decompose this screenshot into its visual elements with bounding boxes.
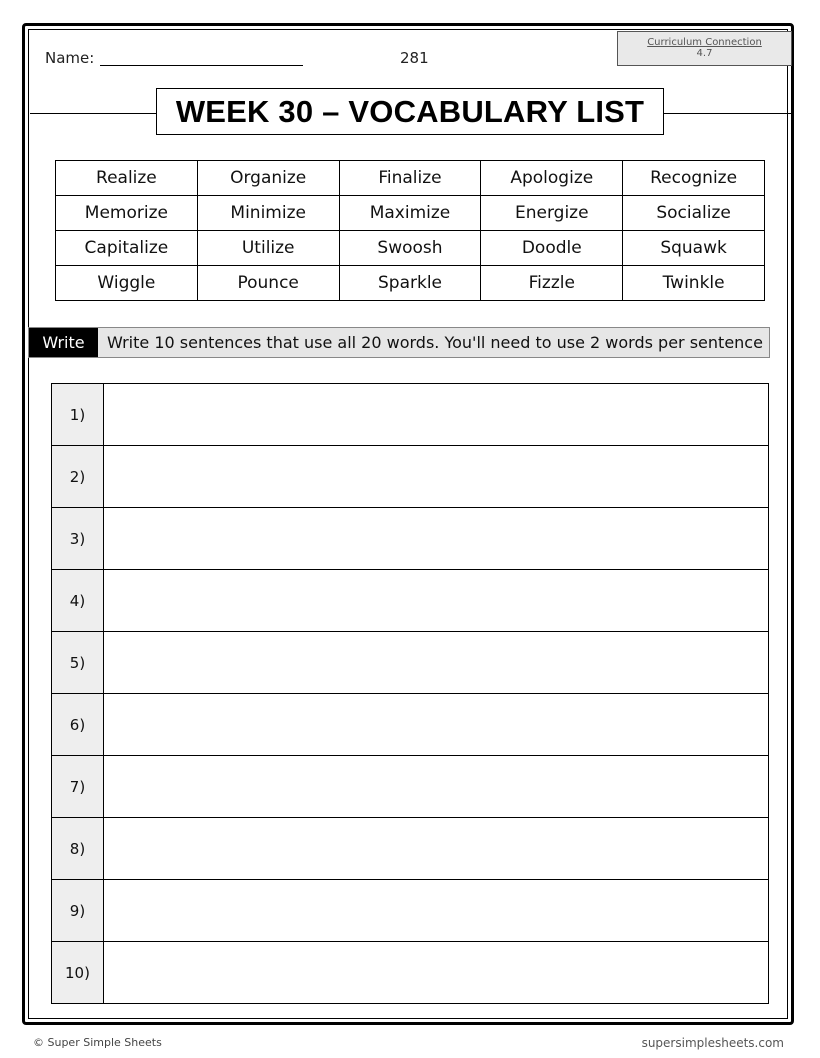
vocabulary-word: Finalize (339, 161, 481, 196)
sentence-answer-field[interactable] (104, 880, 769, 942)
sentence-number: 9) (52, 880, 104, 942)
curriculum-connection-title: Curriculum Connection (647, 37, 762, 48)
sentence-row (52, 942, 769, 1004)
sentence-answer-field[interactable] (104, 818, 769, 880)
sentence-number: 2) (52, 446, 104, 508)
vocabulary-word: Recognize (623, 161, 765, 196)
sentence-row (52, 818, 769, 880)
footer-website: supersimplesheets.com (641, 1036, 784, 1050)
vocabulary-word: Twinkle (623, 266, 765, 301)
vocabulary-row (56, 196, 765, 231)
write-label: Write (29, 328, 98, 357)
vocabulary-word: Pounce (197, 266, 339, 301)
vocabulary-word: Doodle (481, 231, 623, 266)
page-number: 281 (400, 49, 429, 67)
sentence-answer-field[interactable] (104, 446, 769, 508)
sentence-row (52, 632, 769, 694)
sentence-number: 8) (52, 818, 104, 880)
sentence-number: 1) (52, 384, 104, 446)
vocabulary-row (56, 231, 765, 266)
curriculum-connection-box (617, 31, 792, 66)
sentence-row (52, 446, 769, 508)
vocabulary-word: Wiggle (56, 266, 198, 301)
vocabulary-row (56, 266, 765, 301)
vocabulary-word: Socialize (623, 196, 765, 231)
sentence-number: 10) (52, 942, 104, 1004)
vocabulary-word: Utilize (197, 231, 339, 266)
name-field-line[interactable] (100, 65, 303, 66)
curriculum-connection-code: 4.7 (696, 48, 713, 59)
sentence-row (52, 880, 769, 942)
sentence-answer-field[interactable] (104, 508, 769, 570)
sentence-answer-field[interactable] (104, 694, 769, 756)
vocabulary-word: Memorize (56, 196, 198, 231)
sentence-answer-field[interactable] (104, 632, 769, 694)
sentence-row (52, 384, 769, 446)
vocabulary-word: Swoosh (339, 231, 481, 266)
name-label: Name: (45, 49, 95, 67)
vocabulary-word: Squawk (623, 231, 765, 266)
footer-copyright: © Super Simple Sheets (33, 1036, 162, 1049)
vocabulary-word: Capitalize (56, 231, 198, 266)
sentence-number: 4) (52, 570, 104, 632)
vocabulary-word: Minimize (197, 196, 339, 231)
vocabulary-table (55, 160, 765, 301)
sentence-answer-field[interactable] (104, 942, 769, 1004)
sentence-number: 5) (52, 632, 104, 694)
vocabulary-word: Realize (56, 161, 198, 196)
sentence-answer-field[interactable] (104, 384, 769, 446)
vocabulary-row (56, 161, 765, 196)
sentence-number: 6) (52, 694, 104, 756)
sentence-table (51, 383, 769, 1004)
vocabulary-word: Maximize (339, 196, 481, 231)
sentence-row (52, 570, 769, 632)
write-instructions: Write 10 sentences that use all 20 words. You'll need to use 2 words per sentence (107, 333, 763, 352)
worksheet-title: WEEK 30 – VOCABULARY LIST (156, 88, 664, 135)
sentence-number: 7) (52, 756, 104, 818)
vocabulary-word: Organize (197, 161, 339, 196)
sentence-answer-field[interactable] (104, 570, 769, 632)
vocabulary-word: Energize (481, 196, 623, 231)
vocabulary-word: Fizzle (481, 266, 623, 301)
sentence-row (52, 508, 769, 570)
vocabulary-word: Apologize (481, 161, 623, 196)
write-instruction-bar (28, 327, 770, 358)
sentence-row (52, 756, 769, 818)
sentence-number: 3) (52, 508, 104, 570)
sentence-answer-field[interactable] (104, 756, 769, 818)
sentence-row (52, 694, 769, 756)
vocabulary-word: Sparkle (339, 266, 481, 301)
